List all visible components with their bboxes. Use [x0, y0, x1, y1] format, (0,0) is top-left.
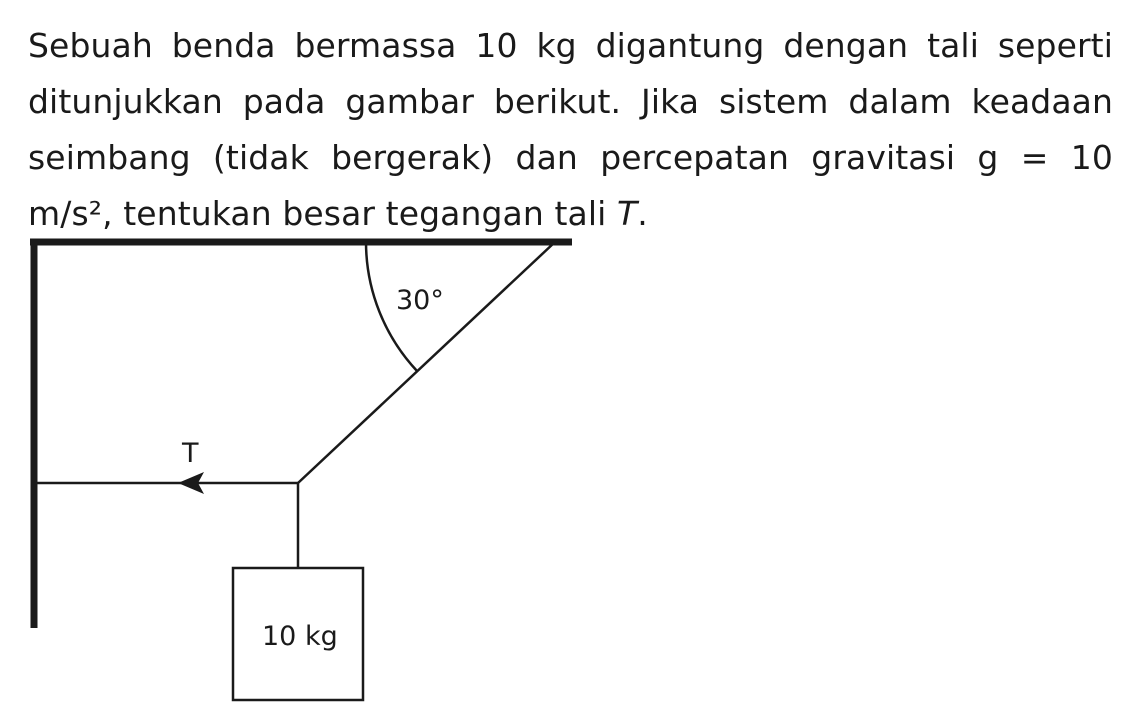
inclined-rope	[298, 242, 555, 483]
problem-text: Sebuah benda bermassa 10 kg digantung dengan tali seperti ditunjukkan pada gambar berikut. Jika sistem dalam keadaan seimbang (tidak bergerak) dan percepatan gravitasi g = 10 m/s², tentukan besar tegangan tali	[28, 26, 1113, 233]
tension-label: T	[182, 438, 199, 469]
angle-label: 30°	[396, 285, 444, 316]
problem-text-end: .	[637, 194, 648, 233]
mass-label: 10 kg	[262, 621, 338, 652]
tension-variable: T	[616, 194, 638, 233]
